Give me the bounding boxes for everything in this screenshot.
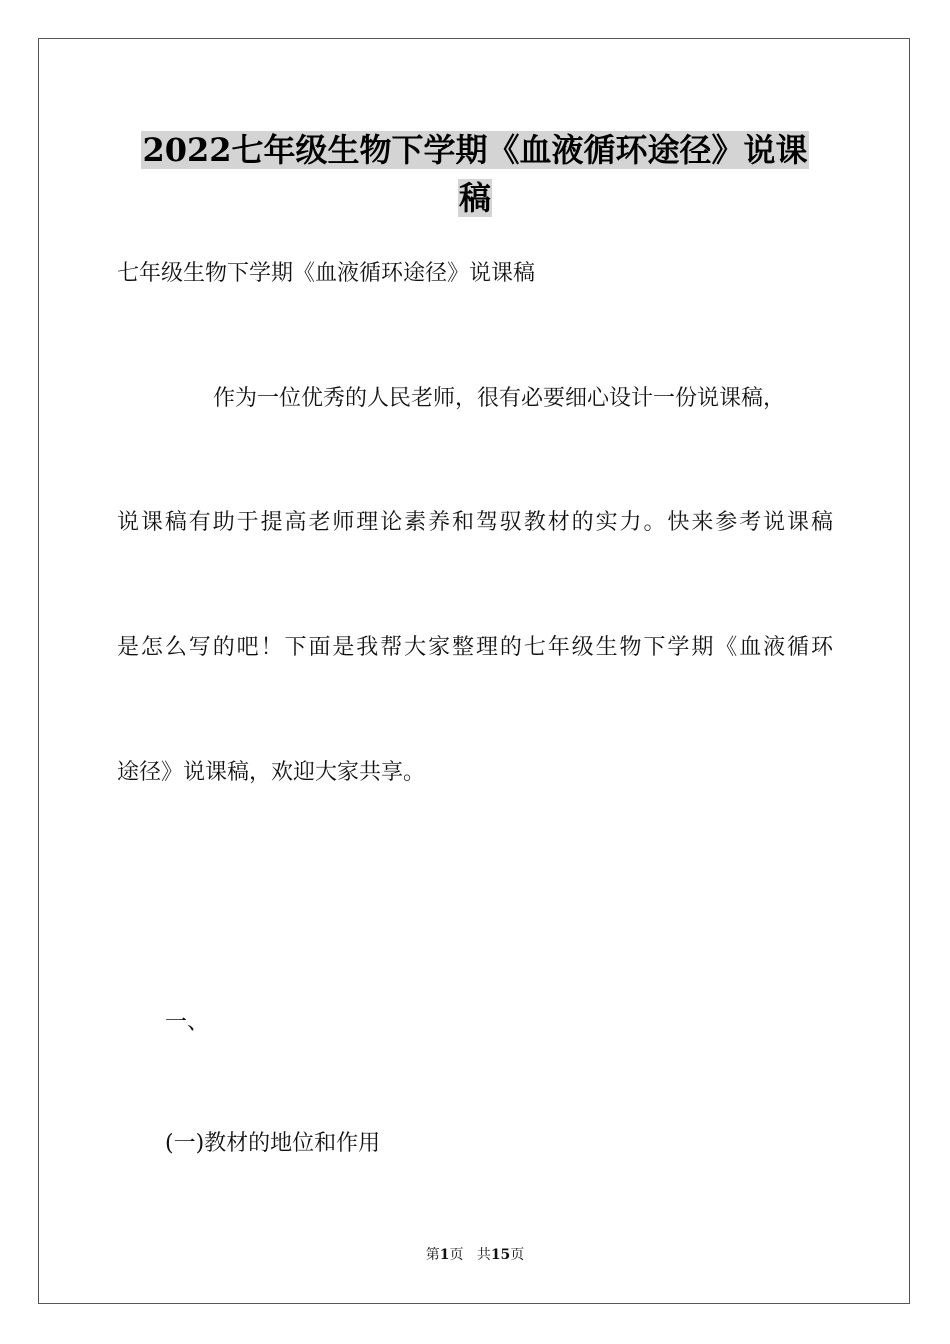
footer-total-prefix: 共 [476, 1247, 491, 1263]
paragraph-line-1: 作为一位优秀的人民老师，很有必要细心设计一份说课稿， [213, 386, 786, 411]
document-title [0, 127, 950, 173]
document-title-continued [0, 175, 950, 221]
section-heading: 一、 [165, 1010, 210, 1035]
page-border [38, 38, 910, 1304]
subsection-heading: (一)教材的地位和作用 [165, 1131, 381, 1156]
footer-page-number: 1 [439, 1247, 450, 1263]
document-title-line-1: 2022七年级生物下学期《血液循环途径》说课 [142, 131, 808, 169]
footer-page-suffix: 页 [449, 1247, 464, 1263]
paragraph-line-3: 是怎么写的吧！下面是我帮大家整理的七年级生物下学期《血液循环 [117, 635, 833, 660]
footer-total-pages: 15 [490, 1247, 511, 1263]
footer-total-suffix: 页 [510, 1247, 525, 1263]
page-footer [0, 1245, 950, 1265]
document-subtitle: 七年级生物下学期《血液循环途径》说课稿 [117, 261, 536, 286]
document-title-line-2: 稿 [458, 179, 491, 217]
paragraph-line-2: 说课稿有助于提高老师理论素养和驾驭教材的实力。快来参考说课稿 [117, 510, 833, 535]
footer-page-prefix: 第 [425, 1247, 440, 1263]
paragraph-line-4: 途径》说课稿，欢迎大家共享。 [117, 760, 426, 785]
